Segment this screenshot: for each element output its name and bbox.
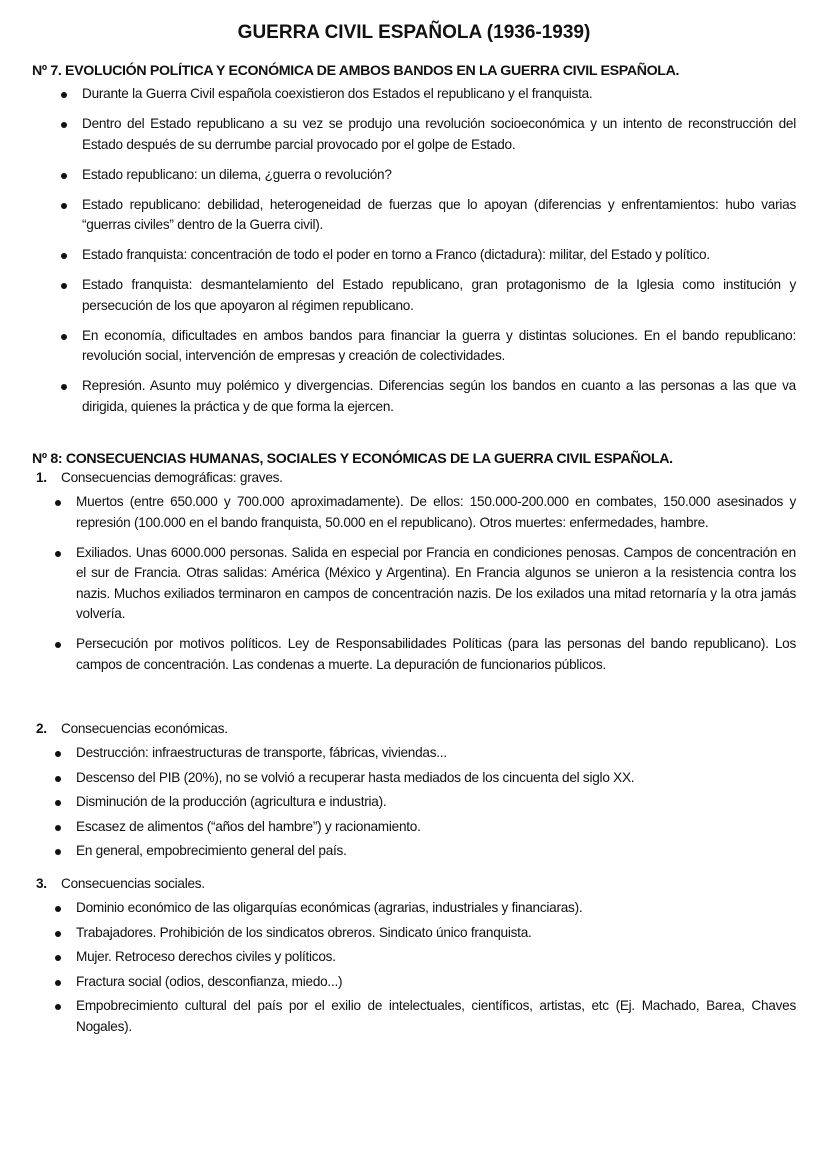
bullet-icon [55,906,61,912]
bullet-icon [61,92,67,98]
list-item: Descenso del PIB (20%), no se volvió a recuperar hasta mediados de los cincuenta del siglo XX. [76,768,796,789]
bullet-icon [55,800,61,806]
bullet-icon [55,825,61,831]
group-3-heading: 3. Consecuencias sociales. [36,876,205,891]
bullet-icon [55,849,61,855]
bullet-icon [61,203,67,209]
bullet-icon [61,334,67,340]
bullet-icon [55,500,61,506]
group-2-list [0,743,828,866]
list-item: Trabajadores. Prohibición de los sindicatos obreros. Sindicato único franquista. [76,923,796,944]
document-title: GUERRA CIVIL ESPAÑOLA (1936-1939) [237,22,591,43]
section-7-heading: Nº 7. EVOLUCIÓN POLÍTICA Y ECONÓMICA DE AMBOS BANDOS EN LA GUERRA CIVIL ESPAÑOLA. [32,63,680,79]
list-item: Persecución por motivos políticos. Ley de Responsabilidades Políticas (para las personas del bando republicano). Los campos de concentración. Las condenas a muerte. La depuración de funcionarios públicos. [76,634,796,675]
bullet-icon [61,122,67,128]
section-8-heading: Nº 8: CONSECUENCIAS HUMANAS, SOCIALES Y ECONÓMICAS DE LA GUERRA CIVIL ESPAÑOLA. [32,451,673,467]
group-1-list [0,492,828,685]
list-item: Estado republicano: un dilema, ¿guerra o revolución? [82,165,796,186]
list-item: Dentro del Estado republicano a su vez se produjo una revolución socioeconómica y un intento de reconstrucción del Estado después de su derrumbe parcial provocado por el golpe de Estado. [82,114,796,155]
list-item: Empobrecimiento cultural del país por el exilio de intelectuales, científicos, artistas, etc (Ej. Machado, Barea, Chaves Nogales). [76,996,796,1037]
bullet-icon [55,751,61,757]
bullet-icon [61,173,67,179]
bullet-icon [55,551,61,557]
bullet-icon [61,384,67,390]
list-item: Represión. Asunto muy polémico y divergencias. Diferencias según los bandos en cuanto a las personas a las que va dirigida, quienes la práctica y de que forma la ejercen. [82,376,796,417]
list-item: Durante la Guerra Civil española coexistieron dos Estados el republicano y el franquista. [82,84,796,105]
list-item: En economía, dificultades en ambos bandos para financiar la guerra y distintas soluciones. En el bando republicano: revolución social, intervención de empresas y creación de colectividades. [82,326,796,367]
group-number: 1. [36,470,47,485]
group-1-heading: 1. Consecuencias demográficas: graves. [36,470,283,485]
bullet-icon [55,955,61,961]
list-item: Muertos (entre 650.000 y 700.000 aproximadamente). De ellos: 150.000-200.000 en combates, 150.000 asesinados y represión (100.000 en el bando franquista, 50.000 en el republicano). Otros muertes: enfermedades, hambre. [76,492,796,533]
group-3-list [0,898,828,1041]
bullet-icon [55,931,61,937]
list-item: Disminución de la producción (agricultura e industria). [76,792,796,813]
bullet-icon [55,980,61,986]
bullet-icon [61,253,67,259]
list-item: Fractura social (odios, desconfianza, miedo...) [76,972,796,993]
group-number: 3. [36,876,47,891]
list-item: En general, empobrecimiento general del país. [76,841,796,862]
list-item: Dominio económico de las oligarquías económicas (agrarias, industriales y financiaras). [76,898,796,919]
list-item: Estado franquista: concentración de todo el poder en torno a Franco (dictadura): militar, del Estado y político. [82,245,796,266]
list-item: Escasez de alimentos (“años del hambre”) y racionamiento. [76,817,796,838]
bullet-icon [61,283,67,289]
section-7-list [0,84,828,427]
bullet-icon [55,776,61,782]
group-2-heading: 2. Consecuencias económicas. [36,721,228,736]
list-item: Exiliados. Unas 6000.000 personas. Salida en especial por Francia en condiciones penosas. Campos de concentración en el sur de Francia. Otras salidas: América (México y Argentina). En Francia algunos se unieron a la resistencia contra los nazis. Muchos exiliados terminaron en campos de concentración nazis. De los exilados una mitad retornaría y la otra jamás volvería. [76,543,796,625]
list-item: Mujer. Retroceso derechos civiles y políticos. [76,947,796,968]
bullet-icon [55,642,61,648]
list-item: Estado franquista: desmantelamiento del Estado republicano, gran protagonismo de la Iglesia como institución y persecución de los que apoyaron al régimen republicano. [82,275,796,316]
group-number: 2. [36,721,47,736]
bullet-icon [55,1004,61,1010]
list-item: Estado republicano: debilidad, heterogeneidad de fuerzas que lo apoyan (diferencias y enfrentamientos: hubo varias “guerras civiles” dentro de la Guerra civil). [82,195,796,236]
list-item: Destrucción: infraestructuras de transporte, fábricas, viviendas... [76,743,796,764]
